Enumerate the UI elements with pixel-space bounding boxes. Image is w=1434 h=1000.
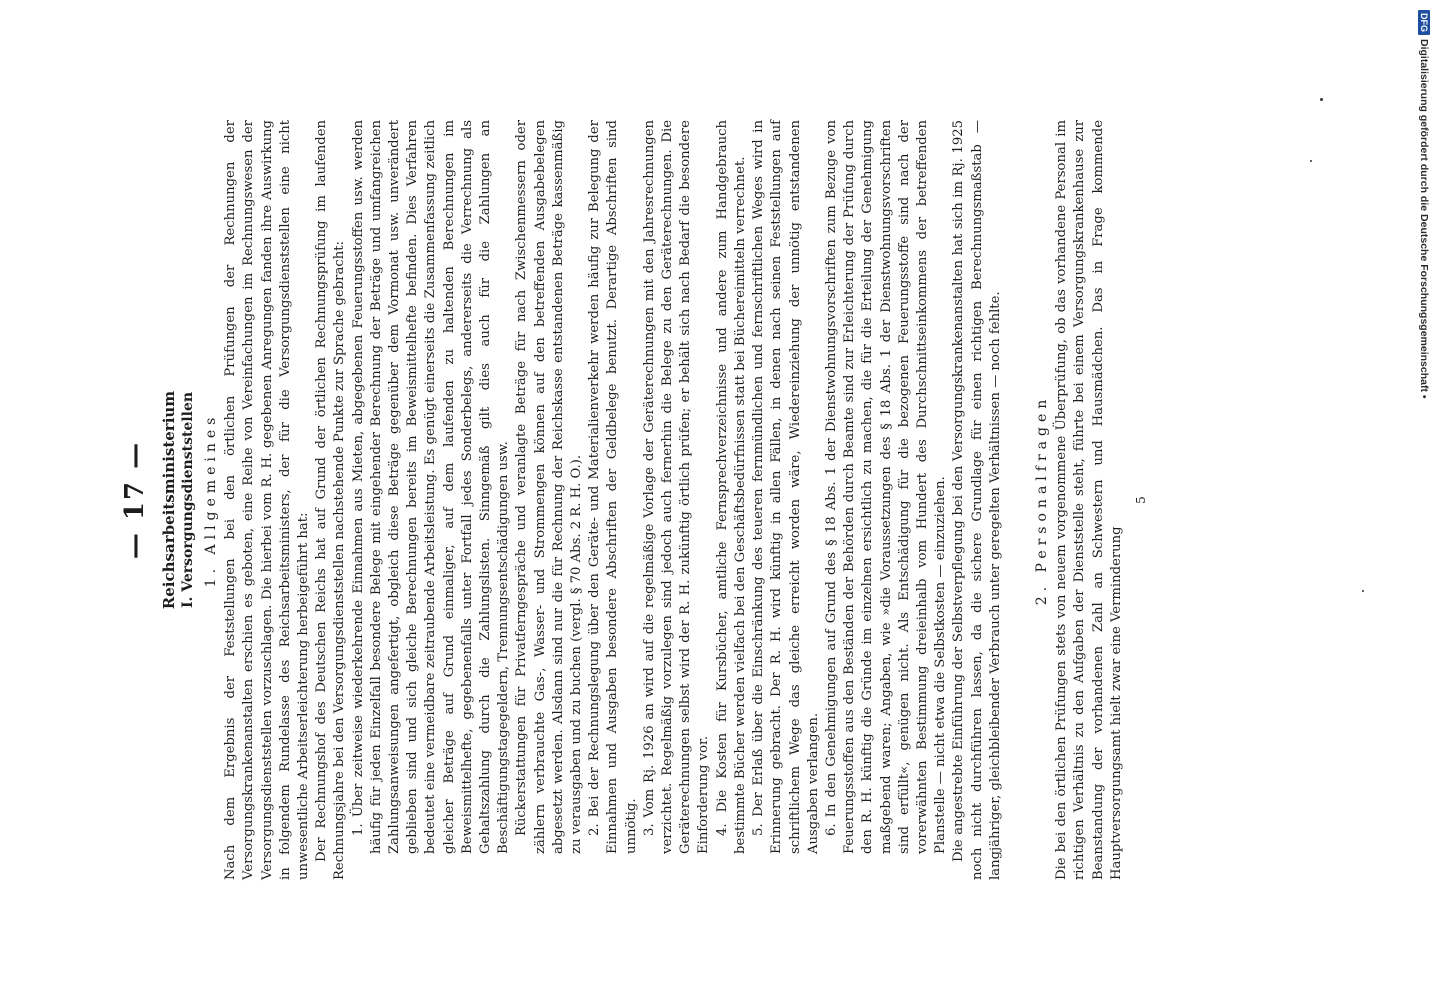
footer-number: 5 — [1133, 496, 1148, 504]
paragraph: 3. Vom Rj. 1926 an wird auf die regelmäßige Vorlage der Geräterechnungen mit den Jahresrechnungen verzichtet. Regelmäßig vorzulegen sind jedoch auch fernerhin die Belege zu den Geräterechnungen. Die Geräterechnungen selbst wird der R. H. zukünftig örtlich prüfen; er behält sich nach Bedarf die besondere Einforderung vor. — [641, 120, 712, 854]
paragraph: Der Rechnungshof des Deutschen Reichs hat auf Grund der örtlichen Rechnungsprüfung im laufenden Rechnungsjahre bei den Versorgungsdienststellen nachstehende Punkte zur Sprache gebracht: — [314, 120, 348, 880]
ministry-heading: Reichsarbeitsministerium — [160, 390, 178, 610]
section-heading: 2. Personalfragen — [1033, 394, 1050, 606]
digitization-credit — [1418, 10, 1430, 399]
section-personnel — [1033, 120, 1126, 880]
paragraph: Nach dem Ergebnis der Feststellungen bei den örtlichen Prüfungen der Rechnungen der Versorgungskrankenanstalten erschien es geboten, eine Reihe von Vereinfachungen im Rechnungswesen der Versorgungsdienststellen vorzuschlagen. Die hierbei vom R. H. gegebenen Anregungen fanden ihre Auswirkung in folgendem Rundelasse des Reichsarbeitsministers, der für die Versorgungsdienststellen eine nicht unwesentliche Arbeitserleichterung herbeigeführt hat: — [223, 120, 312, 880]
section-heading: 1. Allgemeines — [203, 412, 219, 588]
paragraph: Die angestrebte Einführung der Selbstverpflegung bei den Versorgungskrankenanstalten hat sich im Rj. 1925 noch nicht durchführen lassen, da die sichere Grundlage für einen richtigen Berechnungsmaßstab — langjähriger, gleichbleibender Verbrauch unter geregelten Verhältnissen — noch fehlte. — [951, 120, 1003, 880]
paragraph: Die bei den örtlichen Prüfungen stets von neuem vorgenommene Überprüfung, ob das vorhandene Personal im richtigen Verhältnis zu den Aufgaben der Dienststelle steht, führte bei einem Versorgungskrankenhause zur Beanstandung der vorhandenen Zahl an Schwestern und Hausmädchen. Das in Frage kommende Hauptversorgungsamt hielt zwar eine Verminderung — [1054, 120, 1124, 880]
paragraph: 4. Die Kosten für Kursbücher, amtliche Fernsprechverzeichnisse und andere zum Handgebrauch bestimmte Bücher werden vielfach bei den Geschäftsbedürfnissen statt bei Büchereimitteln verrechnet. — [714, 120, 748, 854]
paragraph: 5. Der Erlaß über die Einschränkung des teueren fernmündlichen und fernschriftlichen Weges wird in Erinnerung gebracht. Der R. H. wird künftig in allen Fällen, in denen nach seinen Feststellungen auf schriftlichem Wege das gleiche erreicht worden wäre, Wiedereinziehung der unnötig entstandenen Ausgaben verlangen. — [751, 120, 821, 854]
dfg-logo-icon: DFG — [1418, 10, 1430, 35]
section-general — [202, 120, 1005, 880]
section-title: I. Versorgungsdienststellen — [180, 391, 196, 609]
paragraph: 6. In den Genehmigungen auf Grund des § 18 Abs. 1 der Dienstwohnungsvorschriften zum Bezuge von Feuerungsstoffen aus den Beständen der Behörden durch Beamte sind zur Erleichterung der Prüfung durch den R. H. künftig die Gründe im einzelnen ersichtlich zu machen, die für die Erteilung der Genehmigung maßgebend waren; Angaben, wie »die Voraussetzungen des § 18 Abs. 1 der Dienstwohnungsvorschriften sind erfüllt«, genügen nicht. Als Entschädigung für die bezogenen Feuerungsstoffe sind nach der vorerwähnten Bestimmung dreieinhalb vom Hundert des Durchschnittseinkommens der betreffenden Planstelle — nicht etwa die Selbstkosten — einzuziehen. — [823, 120, 949, 854]
paragraph: Rückerstattungen für Privatferngespräche und veranlagte Beträge für nach Zwischenmessern oder zählern verbrauchte Gas-, Wasser- und Strommengen können auf den betreffenden Ausgabebelegen abgesetzt werden. Alsdann sind nur die für Rechnung der Reichskasse entstandenen Beträge kassenmäßig zu verausgaben und zu buchen (vergl. § 70 Abs. 2 R. H. O.). — [514, 120, 585, 854]
scan-speck — [1320, 98, 1323, 101]
section-gap — [1005, 120, 1031, 880]
rotated-document — [120, 120, 1300, 880]
document-body — [200, 120, 1150, 880]
paragraph: 1. Über zeitweise wiederkehrende Einnahmen aus Mieten, abgegebenen Feuerungsstoffen usw. werden häufig für jeden Einzelfall besondere Belege mit eingehender Berechnung der Beträge und umfangreichen Zahlungsanweisungen angefertigt, obgleich diese Beträge gegenüber dem Vormonat usw. unverändert geblieben sind und sich gleiche Berechnungen bereits im Beweismittelhefte befinden. Dies Verfahren bedeutet eine vermeidbare zeitraubende Arbeitsleistung. Es genügt einerseits die Zusammenfassung zeitlich gleicher Beträge auf Grund einmaliger, auf dem laufenden zu haltenden Berechnungen im Beweismittelhefte, gegebenenfalls unter Fortfall jedes Sonderbelegs, andererseits die Verrechnung als Gehaltszahlung durch die Zahlungslisten. Sinngemäß gilt dies auch für die Zahlungen an Beschäftigungstagegeldern, Trennungsentschädigungen usw. — [350, 120, 512, 854]
scan-speck — [1310, 160, 1312, 162]
scan-speck — [1362, 590, 1364, 592]
page-number: — 17 — — [120, 440, 150, 560]
credit-text: Digitalisierung gefördert durch die Deutsche Forschungsgemeinschaft • — [1418, 39, 1430, 399]
paragraph: 2. Bei der Rechnungslegung über den Geräte- und Materialienverkehr werden häufig zur Belegung der Einnahmen und Ausgaben besondere Abschriften der Geldbelege benutzt. Derartige Abschriften sind unnötig. — [587, 120, 639, 854]
